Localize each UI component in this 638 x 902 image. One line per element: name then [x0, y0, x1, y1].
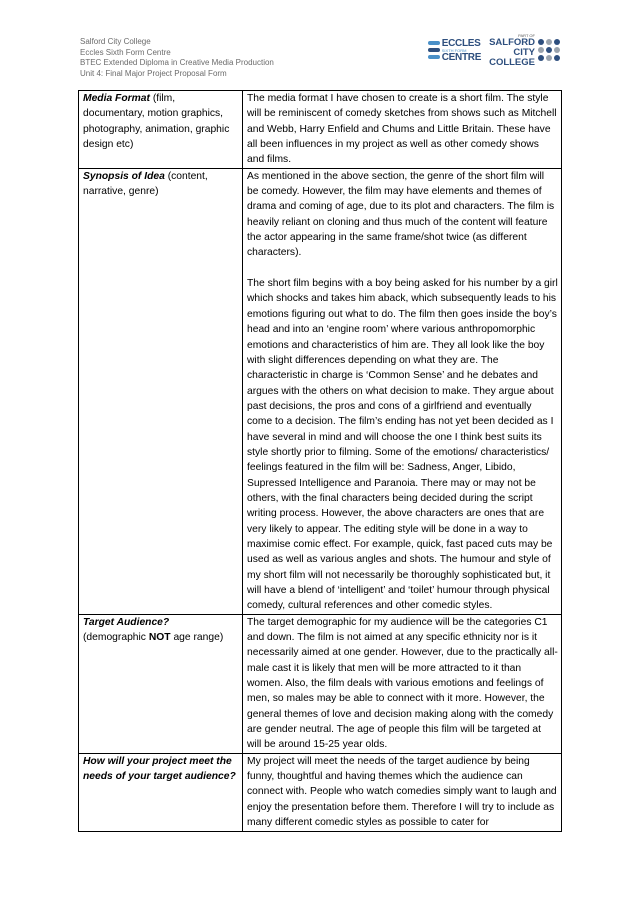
eccles-logo-line1: ECCLES: [441, 38, 481, 49]
answer-paragraph: The target demographic for my audience will be the categories C1 and down. The film is not aimed at any specific ethnicity nor is it necessarily aimed at one gender. However, due to the practically all-male cast it is likely that men will be more attracted to it than women. Also, the film deals with various emotions and feelings of men, so males may be able to connect with it more. However, the general themes of love and decision making along with the comedy are gender neutral. The age of people this film will be targeted at will be around 15-25 year olds.: [247, 616, 558, 751]
answer-paragraph: The media format I have chosen to create is a short film. The style will be reminiscent of comedy sketches from shows such as Mitchell and Webb, Harry Enfield and Chums and Little Britain. These have all been influences in my project as well as other comedy shows and films.: [247, 93, 557, 166]
table-row-synopsis: [79, 168, 562, 614]
label-synopsis-hint: (content, narrative, genre): [83, 170, 208, 198]
label-meet-needs-title: How will your project meet the needs of your target audience?: [83, 755, 236, 783]
proposal-form-table: [78, 90, 562, 832]
table-row-media-format: [79, 91, 562, 169]
salford-logo-line3: COLLEGE: [489, 57, 535, 68]
table-row-meet-needs: [79, 753, 562, 831]
label-media-format-title: Media Format: [83, 93, 150, 104]
label-media-format-hint: (film, documentary, motion graphics, photography, animation, graphic design etc): [83, 93, 230, 151]
eccles-mark-icon: [428, 39, 440, 63]
label-meet-needs: [79, 753, 243, 831]
label-target-audience-hint-pre: (demographic: [83, 632, 149, 644]
eccles-logo-line3: CENTRE: [441, 52, 482, 63]
header-college: Salford City College: [80, 37, 151, 46]
answer-meet-needs: [243, 753, 562, 831]
eccles-logo: [428, 39, 481, 63]
salford-logo-line1: SALFORD: [489, 37, 535, 48]
label-target-audience-title: Target Audience?: [83, 616, 170, 628]
logos: [428, 33, 560, 68]
answer-media-format: [243, 91, 562, 169]
answer-target-audience: [243, 614, 562, 753]
salford-logo-line2: CITY: [513, 47, 535, 58]
page-header: [80, 33, 560, 78]
header-unit: Unit 4: Final Major Project Proposal Form: [80, 68, 227, 78]
answer-paragraph: As mentioned in the above section, the genre of the short film will be comedy. However, the film may have elements and themes of drama and coming of age, due to its plot and characters. The film is heavily reliant on cloning and thus much of the content will feature the actor appearing in the same frame/shot twice (as different characters).: [247, 170, 555, 259]
label-synopsis-title: Synopsis of Idea: [83, 170, 165, 182]
salford-dots-icon: [538, 39, 560, 61]
answer-synopsis: [243, 168, 562, 614]
eccles-logo-line2: SIXTH FORM: [441, 48, 467, 53]
answer-paragraph: My project will meet the needs of the target audience by being funny, thoughtful and having themes which the audience can connect with. People who watch comedies simply want to laugh and enjoy the presentation before them. Therefore I will try to include as many different comedic styles as possible to cater for: [247, 755, 557, 829]
salford-logo-partof: PART OF: [518, 33, 535, 38]
label-target-audience-hint-bold: NOT: [148, 632, 171, 644]
header-centre: Eccles Sixth Form Centre: [80, 47, 171, 57]
label-media-format: [79, 91, 243, 169]
label-target-audience-hint-post: age range): [170, 632, 224, 644]
table-row-target-audience: [79, 614, 562, 753]
salford-logo: [489, 33, 560, 68]
label-target-audience: [79, 614, 243, 753]
label-synopsis: [79, 168, 243, 614]
answer-paragraph: The short film begins with a boy being asked for his number by a girl which shocks and takes him aback, which subsequently leads to his emotions figuring out what to do. The film then goes inside the boy’s head and into an ‘engine room’ where various anthropomorphic emotions and characteristics of him are. They all look like the boy with slight differences depending on what they are. The characteristic in charge is ‘Common Sense’ and he debates and argues with the others on what decision to make. They argue about past decisions, the pros and cons of a girlfriend and eventually come to a decision. The film’s ending has not yet been decided as I have several in mind and will choose the one I think best suits its style shortly prior to filming. Some of the emotions/ characteristics/ feelings featured in the film will be: Sadness, Anger, Libido, Supressed Intelligence and Paranoia. There may or may not be others, with the final characters being decided during the script writing process. However, the above characters are ones that are very likely to appear. The editing style will be done in a way to maximise comic effect. For example, quick, fast paced cuts may be used as well as various angles and shots. The humour and style of my short film will not necessarily be thoroughly sophisticated but, it will have a blend of ‘intelligent’ and ‘toilet’ humour through physical comedy, cultural references and other comedic styles.: [247, 278, 558, 612]
header-course: BTEC Extended Diploma in Creative Media Production: [80, 58, 274, 67]
